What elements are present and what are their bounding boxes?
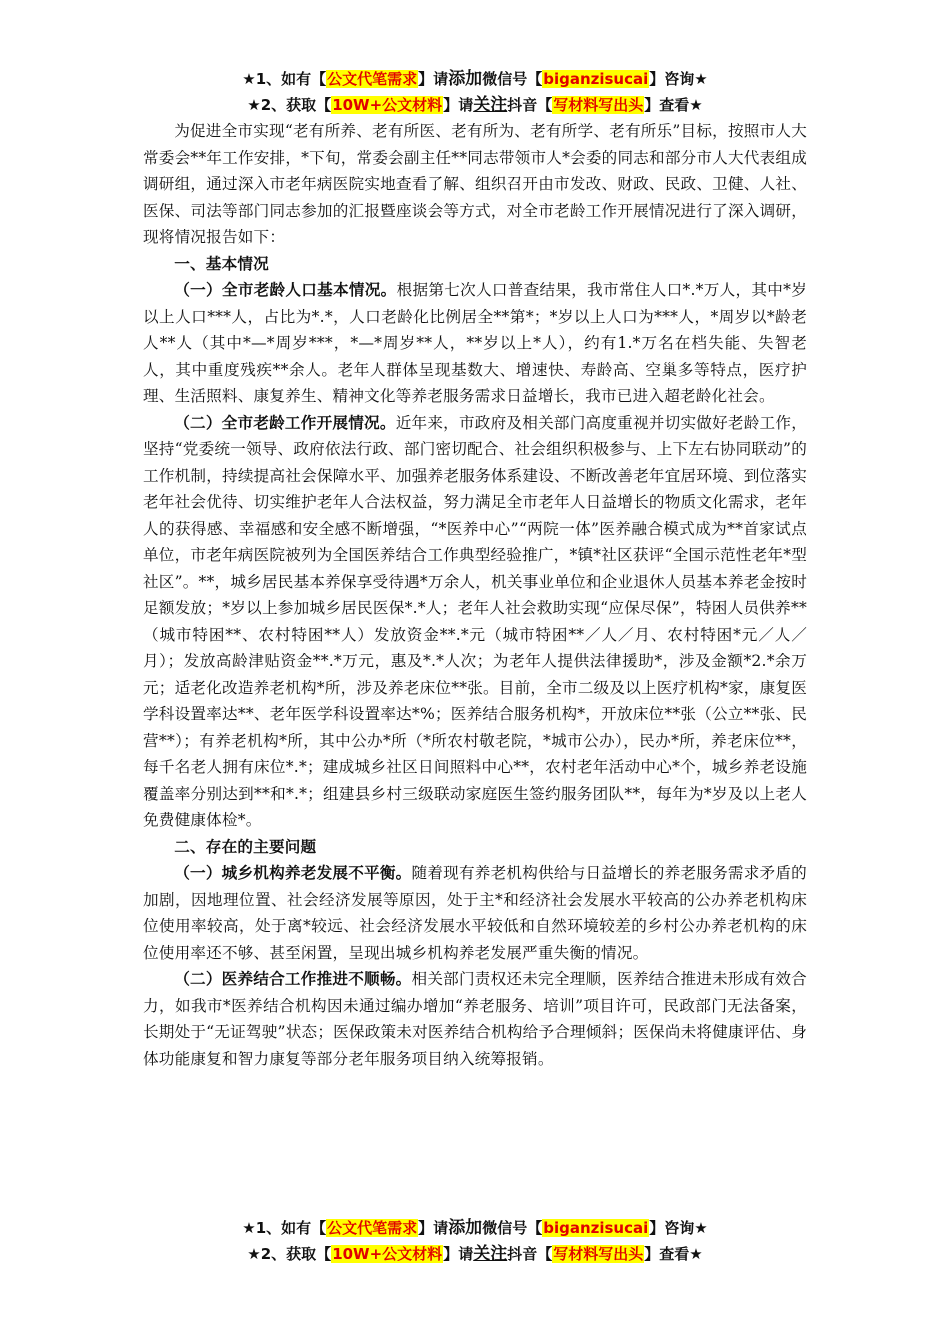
banner-1-suffix: 】咨询★ (649, 70, 708, 88)
section-1-paragraph-1-lead: （一）全市老龄人口基本情况。 (174, 281, 397, 299)
section-1-paragraph-2-text: 近年来，市政府及相关部门高度重视并切实做好老龄工作，坚持“党委统一领导、政府依法行政、部门密切配合、社会组织积极参与、上下左右协同联动”的工作机制，持续提高社会保障水平、加强养老服务体系建设、不断改善老年宜居环境、到位落实老年社会优待、切实维护老年人合法权益，努力满足全市老年人日益增长的物质文化需求，老年人的获得感、幸福感和安全感不断增强，“*医养中心”“两院一体”医养融合模式成为**首家试点单位，市老年病医院被列为全国医养结合工作典型经验推广，*镇*社区获评“全国示范性老年*型社区”。**，城乡居民基本养保享受待遇*万余人，机关事业单位和企业退休人员基本养老金按时足额发放；*岁以上参加城乡居民医保*.*人；老年人社会救助实现“应保尽保”，特困人员供养**（城市特困**、农村特困**人）发放资金**.*元（城市特困**／人／月、农村特困*元／人／月）；发放高龄津贴资金**.*万元，惠及*.*人次；为老年人提供法律援助*，涉及金额*2.*余万元；适老化改造养老机构*所，涉及养老床位**张。目前，全市二级及以上医疗机构*家，康复医学科设置率达**、老年医学科设置率达*%；医养结合服务机构*，开放床位**张（公立**张、民营**）；有养老机构*所，其中公办*所（*所农村敬老院，*城市公办），民办*所，养老床位**，每千名老人拥有床位*.*；建成城乡社区日间照料中心**，农村老年活动中心*个，城乡养老设施覆盖率分别达到**和*.*；组建县乡村三级联动家庭医生签约服务团队**，每年为*岁及以上老人免费健康体检*。 (143, 413, 807, 829)
footer-1-wechat-id: biganzisucai (543, 1219, 649, 1237)
banner-line-1 (143, 66, 807, 92)
footer-1-suffix: 】咨询★ (649, 1219, 708, 1237)
section-1-paragraph-1-text: 根据第七次人口普查结果，我市常住人口*.*万人，其中*岁以上人口***人，占比为*.*，人口老龄化比例居全**第*；*岁以上人口为***人，*周岁以*龄老人**人（其中*—*周岁***，*—*周岁**人，**岁以上*人），约有1.*万名在档失能、失智老人，其中重度残疾**余人。老年人群体呈现基数大、增速快、寿龄高、空巢多等特点，医疗护理、生活照料、康复养生、精神文化等养老服务需求日益增长，我市已进入超老龄化社会。 (143, 281, 807, 405)
banner-2-suffix: 】查看★ (644, 96, 703, 114)
footer-banner-line-1 (143, 1215, 807, 1241)
banner-1-emphasis: 添加 (448, 69, 483, 89)
section-2-paragraph-2-lead: （二）医养结合工作推进不顺畅。 (174, 970, 412, 988)
section-1-paragraph-2-lead: （二）全市老龄工作开展情况。 (174, 413, 396, 432)
banner-2-prefix: ★2、获取【 (247, 96, 332, 114)
footer-banner-line-2 (143, 1241, 807, 1267)
document-page (143, 66, 807, 1072)
banner-2-mid-1: 】请 (443, 96, 474, 114)
footer-2-mid-1: 】请 (443, 1245, 474, 1263)
footer-2-suffix: 】查看★ (644, 1245, 703, 1263)
banner-2-highlight-1: 10W+公文材料 (332, 96, 443, 114)
footer-1-mid-1: 】请 (418, 1219, 449, 1237)
section-1-paragraph-1 (143, 277, 807, 410)
footer-2-douyin-id: 写材料写出头 (553, 1245, 644, 1263)
footer-2-prefix: ★2、获取【 (247, 1245, 332, 1263)
section-2-paragraph-2-text: 相关部门责权还未完全理顺，医养结合推进未形成有效合力，如我市*医养结合机构因未通过编办增加“养老服务、培训”项目许可，民政部门无法备案，长期处于“无证驾驶”状态；医保政策未对医养结合机构给予合理倾斜；医保尚未将健康评估、身体功能康复和智力康复等部分老年服务项目纳入统筹报销。 (143, 970, 807, 1068)
section-2-paragraph-1-lead: （一）城乡机构养老发展不平衡。 (174, 864, 412, 882)
section-2-heading: 二、存在的主要问题 (174, 837, 317, 856)
footer-2-emphasis: 关注 (473, 1244, 508, 1264)
section-1-paragraph-2 (143, 410, 807, 834)
footer-2-mid-2: 抖音【 (507, 1245, 553, 1263)
footer-2-highlight-1: 10W+公文材料 (332, 1245, 443, 1263)
banner-1-mid-1: 】请 (418, 70, 449, 88)
banner-2-mid-2: 抖音【 (507, 96, 553, 114)
banner-1-wechat-id: biganzisucai (543, 70, 649, 88)
section-2-paragraph-2 (143, 966, 807, 1072)
banner-line-2 (143, 92, 807, 118)
banner-2-douyin-id: 写材料写出头 (553, 96, 644, 114)
footer-1-highlight-1: 公文代笔需求 (327, 1219, 418, 1237)
footer-1-mid-2: 微信号【 (482, 1219, 543, 1237)
intro-paragraph: 为促进全市实现“老有所养、老有所医、老有所为、老有所学、老有所乐”目标，按照市人大常委会**年工作安排，*下旬，常委会副主任**同志带领市人*会委的同志和部分市人大代表组成调研组，通过深入市老年病医院实地查看了解、组织召开由市发改、财政、民政、卫健、人社、医保、司法等部门同志参加的汇报暨座谈会等方式，对全市老龄工作开展情况进行了深入调研，现将情况报告如下： (143, 122, 807, 246)
section-2-paragraph-1-text: 随着现有养老机构供给与日益增长的养老服务需求矛盾的加剧，因地理位置、社会经济发展等原因，处于主*和经济社会发展水平较高的公办养老机构床位使用率较高，处于离*较远、社会经济发展水平较低和自然环境较差的乡村公办养老机构的床位使用率还不够、甚至闲置，呈现出城乡机构养老发展严重失衡的情况。 (143, 864, 807, 962)
footer-banner (143, 1215, 807, 1267)
footer-1-emphasis: 添加 (448, 1218, 483, 1238)
banner-1-prefix: ★1、如有【 (242, 70, 327, 88)
banner-1-highlight-1: 公文代笔需求 (327, 70, 418, 88)
banner-2-emphasis: 关注 (473, 95, 508, 115)
banner-1-mid-2: 微信号【 (482, 70, 543, 88)
section-2-paragraph-1 (143, 860, 807, 966)
section-1-heading: 一、基本情况 (174, 254, 269, 273)
footer-1-prefix: ★1、如有【 (242, 1219, 327, 1237)
